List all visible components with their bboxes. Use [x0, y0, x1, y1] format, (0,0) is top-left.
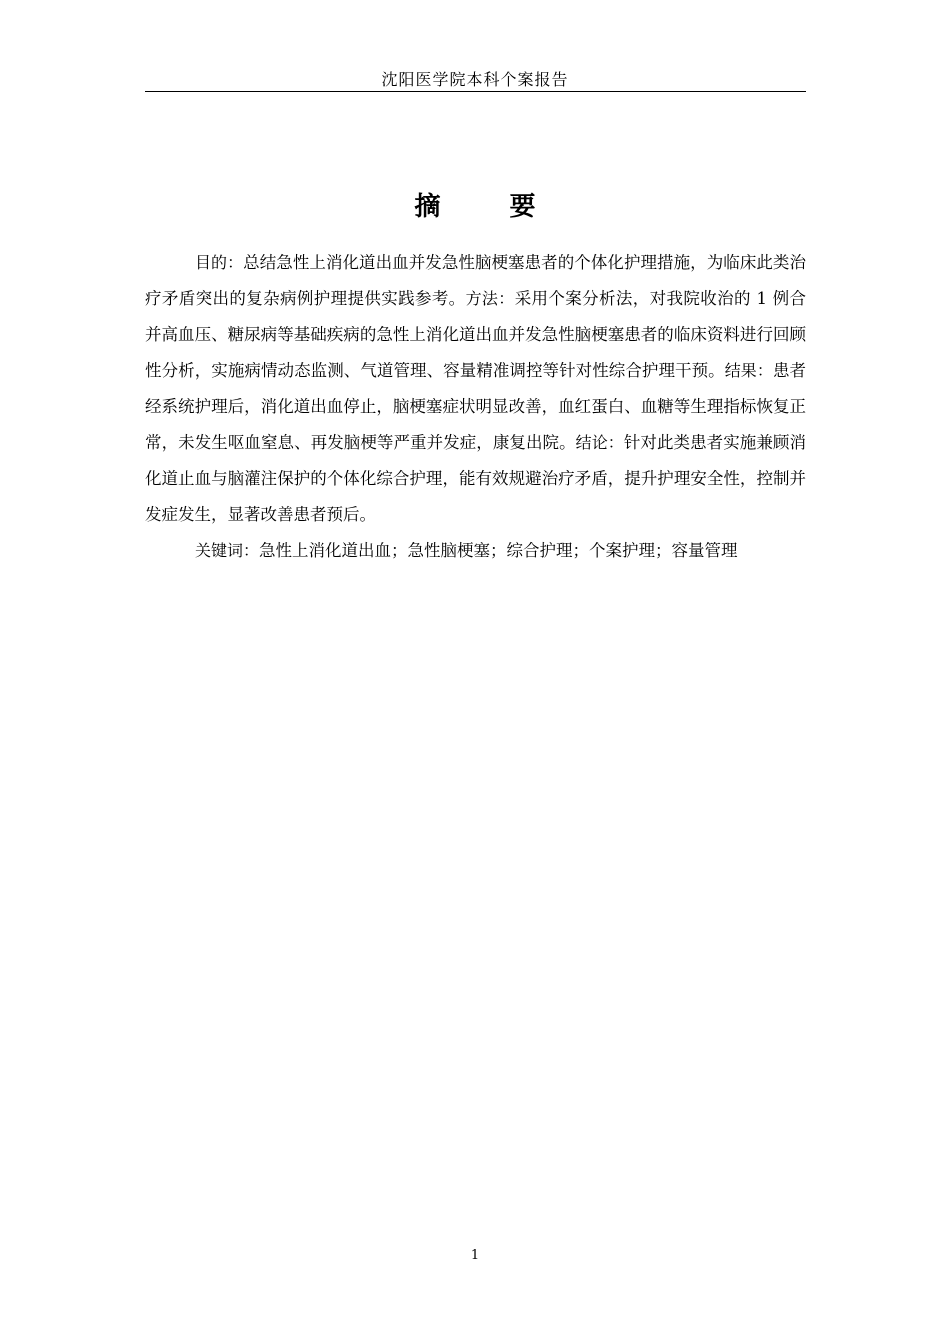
- page-title: 摘 要: [414, 192, 566, 222]
- header-rule: [145, 91, 806, 92]
- running-header: 沈阳医学院本科个案报告: [381, 70, 569, 89]
- results-text: 患者经系统护理后，消化道出血停止，脑梗塞症状明显改善，血红蛋白、血糖等生理指标恢复正常，未发生呕血窒息、再发脑梗等严重并发症，康复出院。: [145, 361, 807, 452]
- keywords-paragraph: [145, 533, 806, 569]
- page-number: 1: [470, 1248, 480, 1263]
- objective-label: 目的：: [195, 253, 244, 272]
- keywords-text: 急性上消化道出血；急性脑梗塞；综合护理；个案护理；容量管理: [259, 541, 738, 560]
- methods-text: 采用个案分析法，对我院收治的 1 例合并高血压、糖尿病等基础疾病的急性上消化道出血并发急性脑梗塞患者的临床资料进行回顾性分析，实施病情动态监测、气道管理、容量精准调控等针对性综合护理干预。: [145, 289, 806, 380]
- abstract-body: [145, 245, 806, 569]
- conclusion-text: 针对此类患者实施兼顾消化道止血与脑灌注保护的个体化综合护理，能有效规避治疗矛盾，提升护理安全性，控制并发症发生，显著改善患者预后。: [145, 433, 806, 524]
- objective-text: 总结急性上消化道出血并发急性脑梗塞患者的个体化护理措施，为临床此类治疗矛盾突出的复杂病例护理提供实践参考。: [145, 253, 806, 308]
- results-label: 结果：: [724, 361, 773, 380]
- methods-label: 方法：: [465, 289, 515, 308]
- conclusion-label: 结论：: [575, 433, 624, 452]
- keywords-label: 关键词：: [195, 541, 260, 560]
- abstract-paragraph: [145, 245, 806, 533]
